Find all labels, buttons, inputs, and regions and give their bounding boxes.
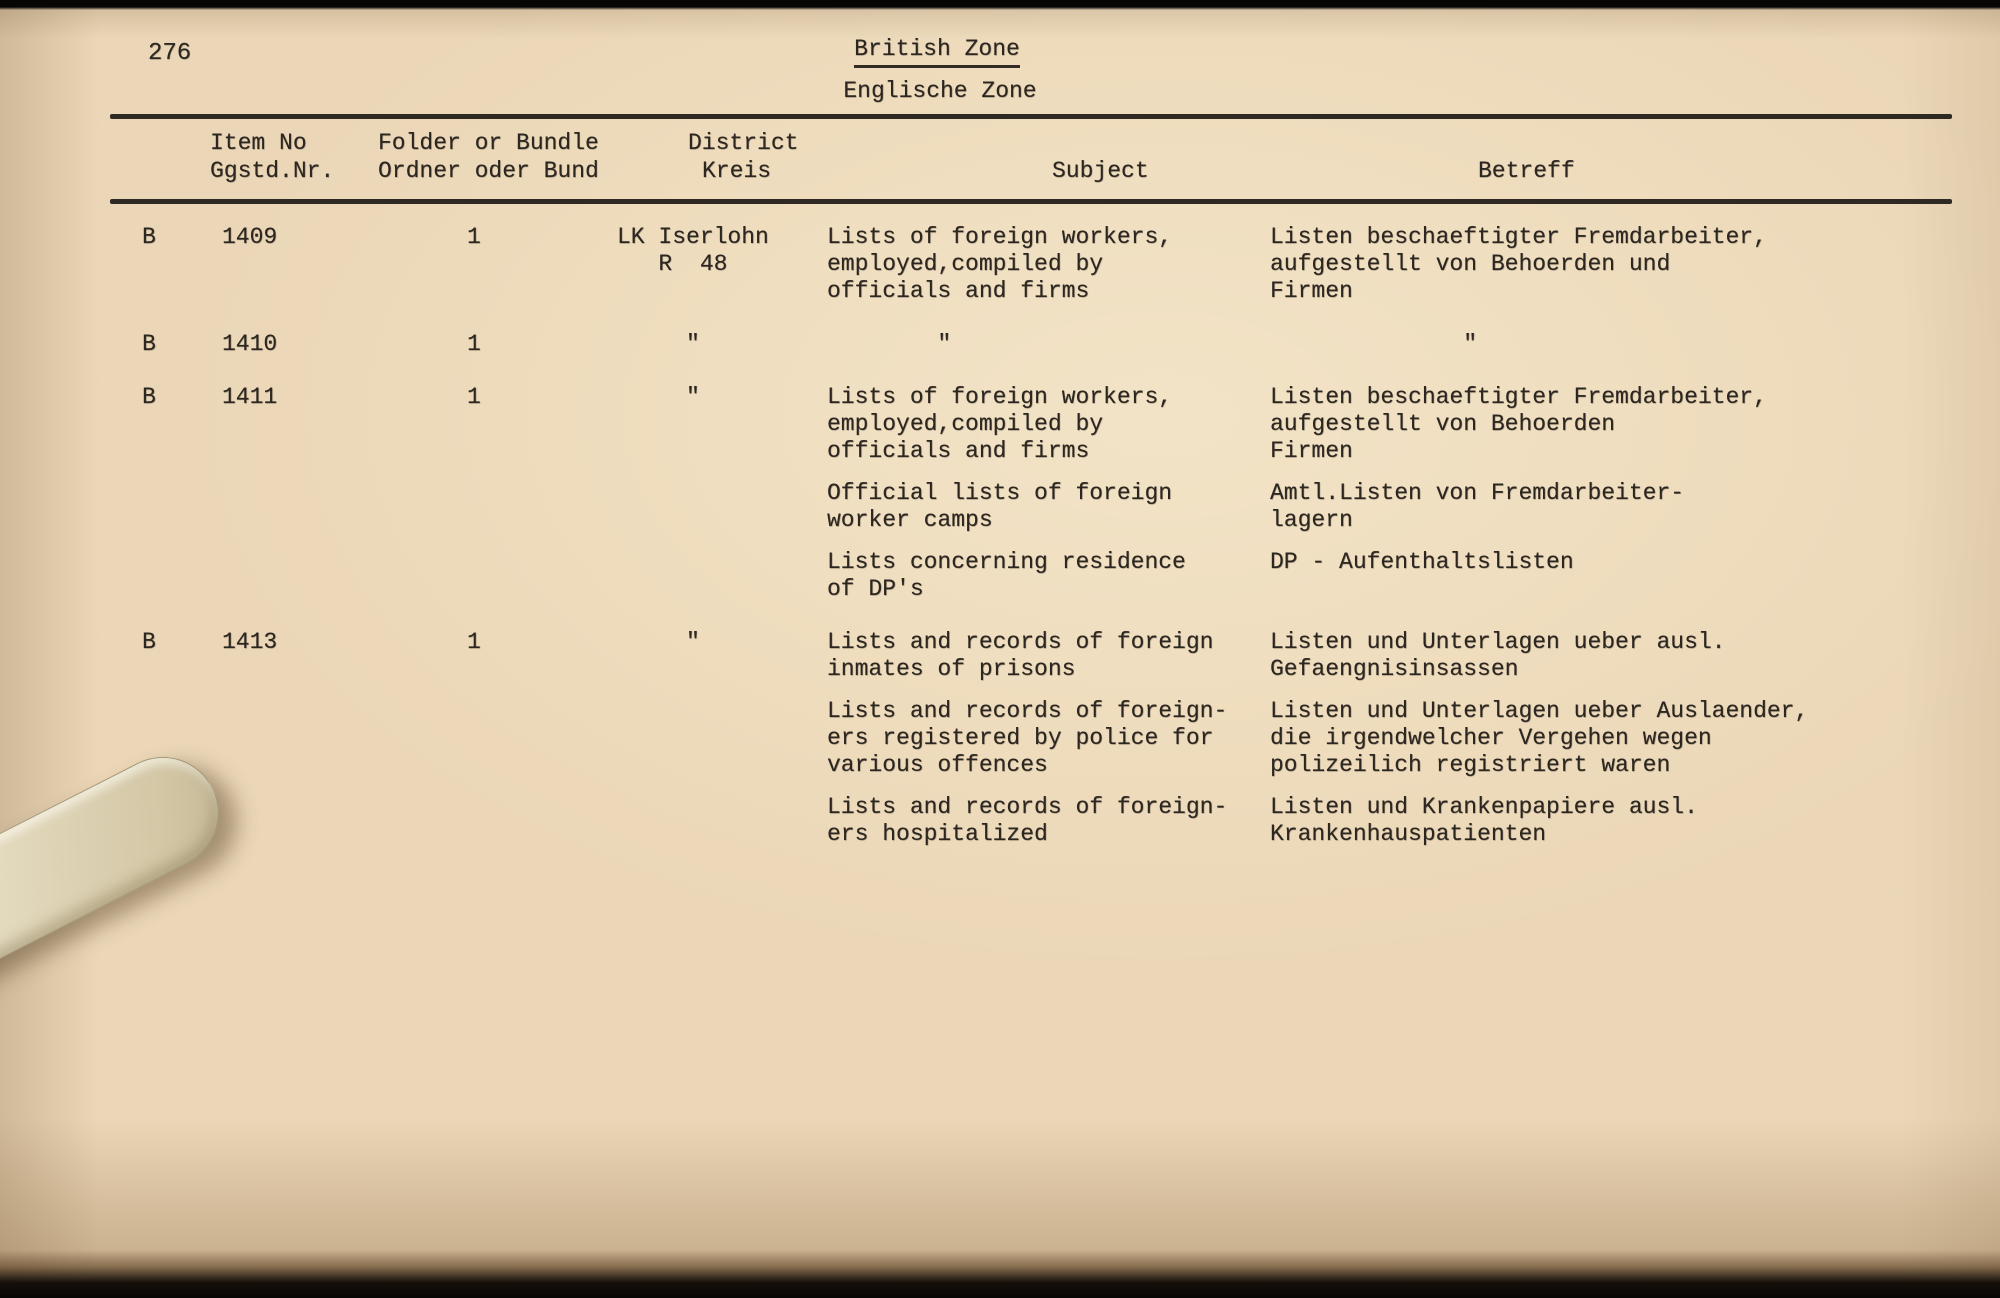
row-entries xyxy=(827,384,1952,603)
subject-line: ers registered by police for xyxy=(827,725,1214,751)
row-entry xyxy=(827,384,1952,465)
header-item-no-de: Ggstd.Nr. xyxy=(210,158,335,184)
subject-cell xyxy=(827,629,1270,683)
page-header xyxy=(0,36,2000,105)
betreff-line: Amtl.Listen von Fremdarbeiter- xyxy=(1270,480,1685,506)
header-folder-de: Ordner oder Bund xyxy=(378,158,599,184)
header-folder-en: Folder or Bundle xyxy=(378,130,599,156)
betreff-cell xyxy=(1270,480,1952,534)
betreff-line: aufgestellt von Behoerden und xyxy=(1270,251,1671,277)
betreff-line: Listen und Unterlagen ueber ausl. xyxy=(1270,629,1726,655)
table-row xyxy=(142,331,1952,358)
betreff-line: Firmen xyxy=(1270,438,1353,464)
subject-line: Lists and records of foreign- xyxy=(827,698,1228,724)
header-district-de: Kreis xyxy=(702,158,772,184)
table-row xyxy=(142,629,1952,848)
betreff-line: Gefaengnisinsassen xyxy=(1270,656,1519,682)
header-subject: Subject xyxy=(1052,158,1149,184)
row-folder: 1 xyxy=(467,224,481,250)
header-rule-top xyxy=(110,114,1952,119)
row-prefix: B xyxy=(142,629,156,655)
subject-cell xyxy=(827,794,1270,848)
betreff-line: die irgendwelcher Vergehen wegen xyxy=(1270,725,1712,751)
betreff-line: Listen beschaeftigter Fremdarbeiter, xyxy=(1270,224,1767,250)
table-row xyxy=(142,224,1952,305)
row-prefix: B xyxy=(142,224,156,250)
subject-line: Lists and records of foreign xyxy=(827,629,1214,655)
header-item-no-en: Item No xyxy=(210,130,307,156)
betreff-cell xyxy=(1270,384,1952,465)
subject-cell xyxy=(827,480,1270,534)
row-entry xyxy=(827,698,1952,779)
column-headers xyxy=(0,130,2000,192)
subject-line: various offences xyxy=(827,752,1048,778)
subject-line: worker camps xyxy=(827,507,993,533)
subject-cell xyxy=(827,331,1270,358)
row-entries xyxy=(827,629,1952,848)
subject-cell xyxy=(827,698,1270,779)
page-subtitle: Englische Zone xyxy=(843,78,1037,104)
betreff-line: " xyxy=(1270,331,1478,357)
subject-cell xyxy=(827,224,1270,305)
table-body xyxy=(142,224,1952,874)
subject-line: of DP's xyxy=(827,576,924,602)
row-item-no: 1409 xyxy=(222,224,278,250)
row-district xyxy=(617,384,827,411)
subject-line: Lists and records of foreign- xyxy=(827,794,1228,820)
betreff-line: Firmen xyxy=(1270,278,1353,304)
table-row xyxy=(142,384,1952,603)
row-item-no: 1411 xyxy=(222,384,278,410)
row-entry xyxy=(827,549,1952,603)
row-entries xyxy=(827,224,1952,305)
subject-line: Lists of foreign workers, xyxy=(827,224,1173,250)
betreff-cell xyxy=(1270,549,1952,576)
row-district xyxy=(617,629,827,656)
subject-line: " xyxy=(827,331,952,357)
betreff-cell xyxy=(1270,224,1952,305)
subject-line: ers hospitalized xyxy=(827,821,1048,847)
header-district-en: District xyxy=(688,130,799,156)
header-betreff: Betreff xyxy=(1478,158,1575,184)
row-folder: 1 xyxy=(467,331,481,357)
betreff-line: Listen und Krankenpapiere ausl. xyxy=(1270,794,1698,820)
subject-line: employed,compiled by xyxy=(827,251,1104,277)
page-title: British Zone xyxy=(854,36,1020,68)
row-district xyxy=(617,224,827,278)
row-entry xyxy=(827,480,1952,534)
betreff-line: polizeilich registriert waren xyxy=(1270,752,1671,778)
row-entry xyxy=(827,794,1952,848)
district-line: " xyxy=(617,629,700,655)
row-prefix: B xyxy=(142,384,156,410)
row-entry xyxy=(827,224,1952,305)
district-line: " xyxy=(617,331,700,357)
district-line: R 48 xyxy=(617,251,728,277)
betreff-cell xyxy=(1270,629,1952,683)
betreff-line: lagern xyxy=(1270,507,1353,533)
row-district xyxy=(617,331,827,358)
subject-line: Lists concerning residence xyxy=(827,549,1186,575)
subject-line: employed,compiled by xyxy=(827,411,1104,437)
district-line: LK Iserlohn xyxy=(617,224,769,250)
scan-edge-bottom xyxy=(0,1250,2000,1298)
subject-line: officials and firms xyxy=(827,438,1090,464)
subject-line: inmates of prisons xyxy=(827,656,1076,682)
row-item-no: 1413 xyxy=(222,629,278,655)
row-entry xyxy=(827,331,1952,358)
district-line: " xyxy=(617,384,700,410)
subject-line: Lists of foreign workers, xyxy=(827,384,1173,410)
row-folder: 1 xyxy=(467,384,481,410)
row-item-no: 1410 xyxy=(222,331,278,357)
betreff-cell xyxy=(1270,698,1952,779)
betreff-cell xyxy=(1270,794,1952,848)
betreff-line: Listen beschaeftigter Fremdarbeiter, xyxy=(1270,384,1767,410)
betreff-line: aufgestellt von Behoerden xyxy=(1270,411,1616,437)
subject-cell xyxy=(827,384,1270,465)
subject-line: Official lists of foreign xyxy=(827,480,1173,506)
subject-line: officials and firms xyxy=(827,278,1090,304)
row-entries xyxy=(827,331,1952,358)
row-entry xyxy=(827,629,1952,683)
row-folder: 1 xyxy=(467,629,481,655)
betreff-cell xyxy=(1270,331,1952,358)
page-marker-object xyxy=(0,738,238,1065)
row-prefix: B xyxy=(142,331,156,357)
header-rule-bottom xyxy=(110,199,1952,204)
betreff-line: Listen und Unterlagen ueber Auslaender, xyxy=(1270,698,1809,724)
subject-cell xyxy=(827,549,1270,603)
betreff-line: DP - Aufenthaltslisten xyxy=(1270,549,1574,575)
scan-edge-top xyxy=(0,0,2000,10)
page-number: 276 xyxy=(148,40,192,67)
betreff-line: Krankenhauspatienten xyxy=(1270,821,1547,847)
